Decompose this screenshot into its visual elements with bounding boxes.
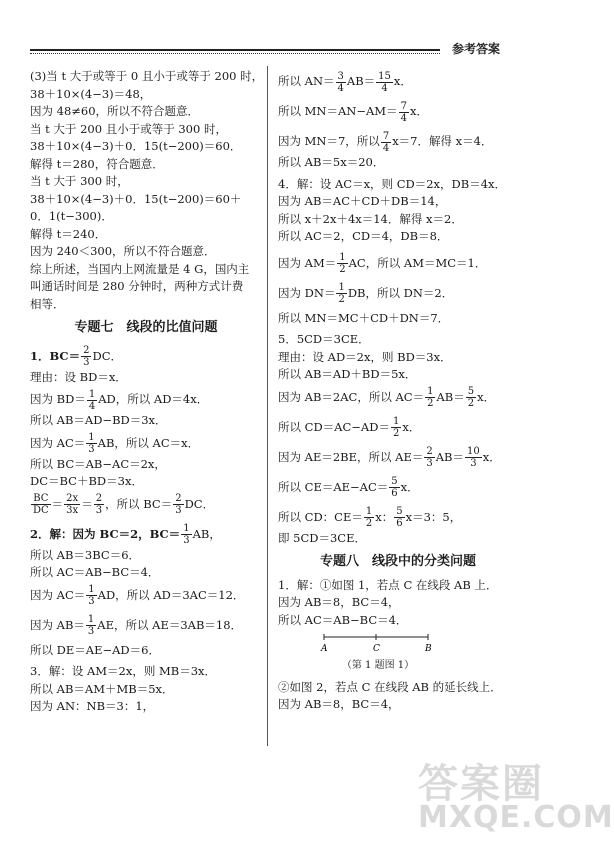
label-b: B [425, 644, 432, 654]
text-line: 理由：设 AD＝2x，则 BD＝3x． [278, 349, 452, 364]
text-line: 解得 t＝280，符合题意． [30, 156, 164, 171]
text-line: 1．BC＝ $\frac{2}{3}$ DC． [30, 345, 122, 368]
figure-1 [278, 629, 518, 657]
text-line: 理由：设 BD＝x． [30, 369, 127, 384]
text-line: (3)当 t 大于或等于 0 且小于或等于 200 时， [30, 69, 264, 83]
text-line: 2．解：因为 BC＝2，BC＝ $\frac{1}{3}$ AB， [30, 523, 221, 546]
text-line: 因为 AB＝AC＋CD＋DB＝14， [278, 194, 447, 208]
watermark [418, 752, 614, 842]
fraction: $\frac{2}{3}$ [95, 493, 103, 516]
text-line: 所以 AB＝AD＋BD＝5x． [278, 367, 417, 381]
segment-diagram [318, 631, 438, 657]
text-line: 所以 AC＝AB−BC＝4． [278, 612, 408, 627]
text-line: 38＋10×(4−3)＋0．15(t−200)＝60． [30, 139, 242, 153]
text-line: 所以 x＋2x＋4x＝14．解得 x＝2． [278, 211, 463, 226]
header-rule-dotted [30, 53, 440, 54]
text-line: 因为 AB＝8，BC＝4， [278, 697, 400, 711]
text-line: ②如图 2，若点 C 在线段 AB 的延长线上． [278, 679, 502, 694]
fraction: $\frac{1}{3}$ [88, 584, 95, 607]
text-line: 当 t 大于 300 时， [30, 174, 129, 188]
text-line: 即 5CD＝3CE． [278, 530, 367, 545]
fraction: $\frac{5}{6}$ [396, 506, 403, 529]
fraction: $\frac{5}{2}$ [467, 386, 475, 409]
text-line: 38＋10×(4−3)＝48， [30, 86, 152, 101]
text-line: 38＋10×(4−3)＋0．15(t−200)＝60＋ [30, 191, 242, 206]
text-line: 所以 AB＝5x＝20． [278, 155, 385, 169]
section-title: 专题八 线段中的分类问题 [319, 554, 476, 569]
right-column [278, 68, 518, 714]
text-line: 解得 t＝240． [30, 226, 107, 241]
text-line: 所以 AC＝2，CD＝4，DB＝8． [278, 229, 449, 243]
text-line: 所以 CD：CE＝ $\frac{1}{2}$ x： $\frac{5}{6}$ x＝3：5， [278, 506, 462, 529]
figure-caption: （第 1 题图 1） [341, 660, 415, 671]
fraction: $\frac{1}{3}$ [88, 432, 95, 455]
fraction: $\frac{2x}{3x}$ [66, 493, 79, 516]
text-line: 所以 BC＝AB−AC＝2x， [30, 456, 166, 471]
text-line: 因为 MN＝7，所以 $\frac{7}{4}$ x＝7．解得 x＝4． [278, 130, 493, 154]
fraction: $\frac{10}{3}$ [467, 446, 480, 469]
text-line: 因为 BD＝ $\frac{1}{4}$ AD，所以 AD＝4x． [30, 388, 209, 412]
text-line: 因为 AC＝ $\frac{1}{3}$ AB，所以 AC＝x． [30, 432, 200, 455]
section-title: 专题七 线段的比值问题 [74, 320, 218, 335]
text-line: 综上所述，当国内上网流量是 4 G，国内主 [30, 261, 250, 276]
left-column [30, 68, 262, 716]
text-line: 所以 AB＝AM＋MB＝5x． [30, 681, 174, 696]
text-line: 因为 AE＝2BE，所以 AE＝ $\frac{2}{3}$ AB＝ $\frac{10}{3}$ x． [278, 446, 501, 469]
text-line: $\frac{BC}{DC}$ ＝ $\frac{2x}{3x}$ ＝ $\frac{2}{3}$ ，所以 BC＝ $\frac{2}{3}$ DC． [33, 493, 215, 516]
text-line: DC＝BC＋BD＝3x． [30, 474, 143, 488]
fraction: $\frac{1}{3}$ [183, 523, 190, 546]
fraction: $\frac{7}{4}$ [400, 100, 407, 124]
text-line: 当 t 大于 200 且小于或等于 300 时， [30, 121, 227, 136]
label-c: C [373, 644, 380, 654]
fraction: $\frac{2}{3}$ [175, 493, 182, 516]
text-line: 因为 AB＝ $\frac{1}{3}$ AE，所以 AE＝3AB＝18． [30, 614, 243, 637]
fraction: $\frac{1}{2}$ [392, 416, 400, 439]
fraction: $\frac{1}{2}$ [427, 386, 434, 409]
fraction: $\frac{5}{6}$ [391, 476, 398, 499]
text-line: 因为 48≠60，所以不符合题意． [30, 104, 200, 118]
text-line: 因为 AN：NB＝3：1， [30, 699, 155, 713]
text-line: 所以 AN＝ $\frac{3}{4}$ AB＝ $\frac{15}{4}$ x． [278, 70, 412, 94]
label-a: A [321, 644, 328, 654]
text-line: 所以 CD＝AC−AD＝ $\frac{1}{2}$ x． [278, 416, 421, 439]
fraction: $\frac{2}{3}$ [426, 446, 433, 469]
text-line: 5．5CD＝3CE． [278, 332, 370, 346]
text-line: 所以 AB＝3BC＝6． [30, 547, 141, 562]
text-line: 4．解：设 AC＝x，则 CD＝2x，DB＝4x． [278, 176, 507, 191]
fraction: $\frac{7}{4}$ [382, 130, 390, 154]
text-line: 所以 DE＝AE−AD＝6． [30, 642, 160, 657]
text-line: 所以 MN＝MC＋CD＋DN＝7． [278, 310, 450, 325]
fraction: $\frac{15}{4}$ [378, 70, 391, 94]
fraction: $\frac{2}{3}$ [83, 345, 90, 368]
text-line: 相等． [30, 296, 65, 311]
fraction: $\frac{BC}{DC}$ [33, 493, 49, 516]
text-line: 因为 240＜300，所以不符合题意． [30, 244, 216, 258]
text-line: 因为 AB＝8，BC＝4， [278, 595, 400, 609]
header-rule [30, 49, 440, 51]
text-line: 因为 AB＝2AC，所以 AC＝ $\frac{1}{2}$ AB＝ $\frac{5}{2}$ x． [278, 386, 496, 409]
text-line: 3．解：设 AM＝2x，则 MB＝3x． [30, 664, 217, 678]
text-line: 1．解：①如图 1，若点 C 在线段 AB 上． [278, 577, 498, 592]
watermark-url: MXQE.COM [418, 800, 614, 835]
text-line: 所以 AC＝AB−BC＝4． [30, 565, 160, 579]
fraction: $\frac{1}{2}$ [338, 282, 345, 305]
header-title: 参考答案 [452, 42, 501, 56]
fraction: $\frac{1}{4}$ [88, 388, 96, 412]
fraction: $\frac{1}{2}$ [365, 506, 373, 529]
watermark-text: 答案圈 [418, 761, 544, 807]
text-line: 0．1(t−300)． [30, 209, 113, 223]
fraction: $\frac{3}{4}$ [337, 70, 344, 94]
text-line: 因为 DN＝ $\frac{1}{2}$ DB，所以 DN＝2． [278, 282, 454, 305]
text-line: 因为 AM＝ $\frac{1}{2}$ AC，所以 AM＝MC＝1． [278, 252, 487, 275]
fraction: $\frac{1}{2}$ [339, 252, 346, 275]
text-line: 所以 CE＝AE−AC＝ $\frac{5}{6}$ x． [278, 476, 419, 499]
text-line: 所以 AB＝AD−BD＝3x． [30, 413, 167, 427]
text-line: 叫通话时间是 280 分钟时，两种方式计费 [30, 279, 244, 293]
text-line: 因为 AC＝ $\frac{1}{3}$ AD，所以 AD＝3AC＝12． [30, 584, 245, 607]
column-divider [267, 66, 268, 746]
text-line: 所以 MN＝AN−AM＝ $\frac{7}{4}$ x． [278, 100, 428, 124]
fraction: $\frac{1}{3}$ [87, 614, 95, 637]
